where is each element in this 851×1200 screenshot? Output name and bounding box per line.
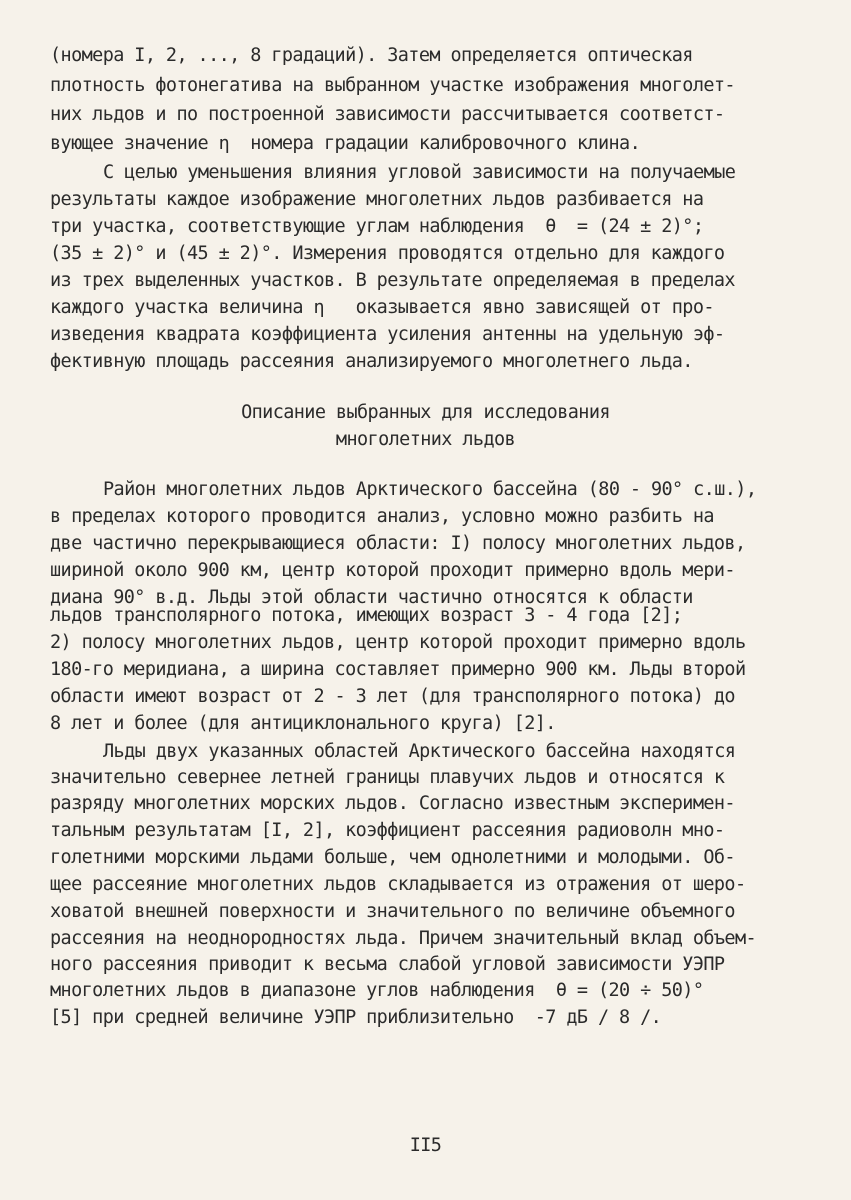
text-line: каждого участка величина η оказывается явно зависящей от про- [50,297,714,318]
text-line: С целью уменьшения влияния угловой зависимости на получаемые [103,162,736,183]
section-heading-line: Описание выбранных для исследования [241,402,610,423]
text-line: 180-го меридиана, а ширина составляет примерно 900 км. Льды второй [50,659,746,680]
text-line: многолетних льдов в диапазоне углов наблюдения θ = (20 ÷ 50)° [50,980,704,1001]
text-line: рассеяния на неоднородностях льда. Причем значительный вклад объем- [50,928,757,949]
text-line: результаты каждое изображение многолетних льдов разбивается на [50,189,704,210]
text-line: Льды двух указанных областей Арктического бассейна находятся [103,741,736,762]
text-line: голетними морскими льдами больше, чем однолетними и молодыми. Об- [50,847,735,868]
text-line: две частично перекрывающиеся области: I) полосу многолетних льдов, [50,533,746,554]
text-line: вующее значение η номера градации калибровочного клина. [50,133,641,154]
text-line: щее рассеяние многолетних льдов складывается из отражения от шеро- [50,874,746,895]
text-line: (номера I, 2, ..., 8 градаций). Затем определяется оптическая [50,45,693,66]
text-line: них льдов и по построенной зависимости рассчитывается соответст- [50,104,725,125]
text-line: из трех выделенных участков. В результате определяемая в пределах [50,270,735,291]
text-line: льдов трансполярного потока, имеющих возраст 3 - 4 года [2]; [50,605,683,626]
text-line: 2) полосу многолетних льдов, центр которой проходит примерно вдоль [50,632,746,653]
text-line: в пределах которого проводится анализ, условно можно разбить на [50,506,714,527]
text-line: диана 90° в.д. Льды этой области частично относятся к области [50,587,693,608]
section-heading-line: многолетних льдов [335,429,516,450]
text-line: ховатой внешней поверхности и значительного по величине объемного [50,901,735,922]
text-line: области имеют возраст от 2 - 3 лет (для трансполярного потока) до [50,686,735,707]
text-line: изведения квадрата коэффициента усиления антенны на удельную эф- [50,324,725,345]
text-line: [5] при средней величине УЭПР приблизительно -7 дБ / 8 /. [50,1007,662,1028]
text-line: значительно севернее летней границы плавучих льдов и относятся к [50,767,725,788]
page-number: II5 [409,1135,442,1156]
text-line: разряду многолетних морских льдов. Согласно известным эксперимен- [50,793,735,814]
text-line: Район многолетних льдов Арктического бассейна (80 - 90° с.ш.), [103,479,757,500]
text-line: плотность фотонегатива на выбранном участке изображения многолет- [50,75,735,96]
text-line: 8 лет и более (для антициклонального круга) [2]. [50,713,556,734]
text-line: три участка, соответствующие углам наблюдения θ = (24 ± 2)°; [50,216,704,237]
text-line: тальным результатам [I, 2], коэффициент рассеяния радиоволн мно- [50,820,725,841]
text-line: шириной около 900 км, центр которой проходит примерно вдоль мери- [50,560,735,581]
text-line: фективную площадь рассеяния анализируемого многолетнего льда. [50,351,693,372]
text-line: ного рассеяния приводит к весьма слабой угловой зависимости УЭПР [50,954,725,975]
text-line: (35 ± 2)° и (45 ± 2)°. Измерения проводятся отдельно для каждого [50,243,725,264]
